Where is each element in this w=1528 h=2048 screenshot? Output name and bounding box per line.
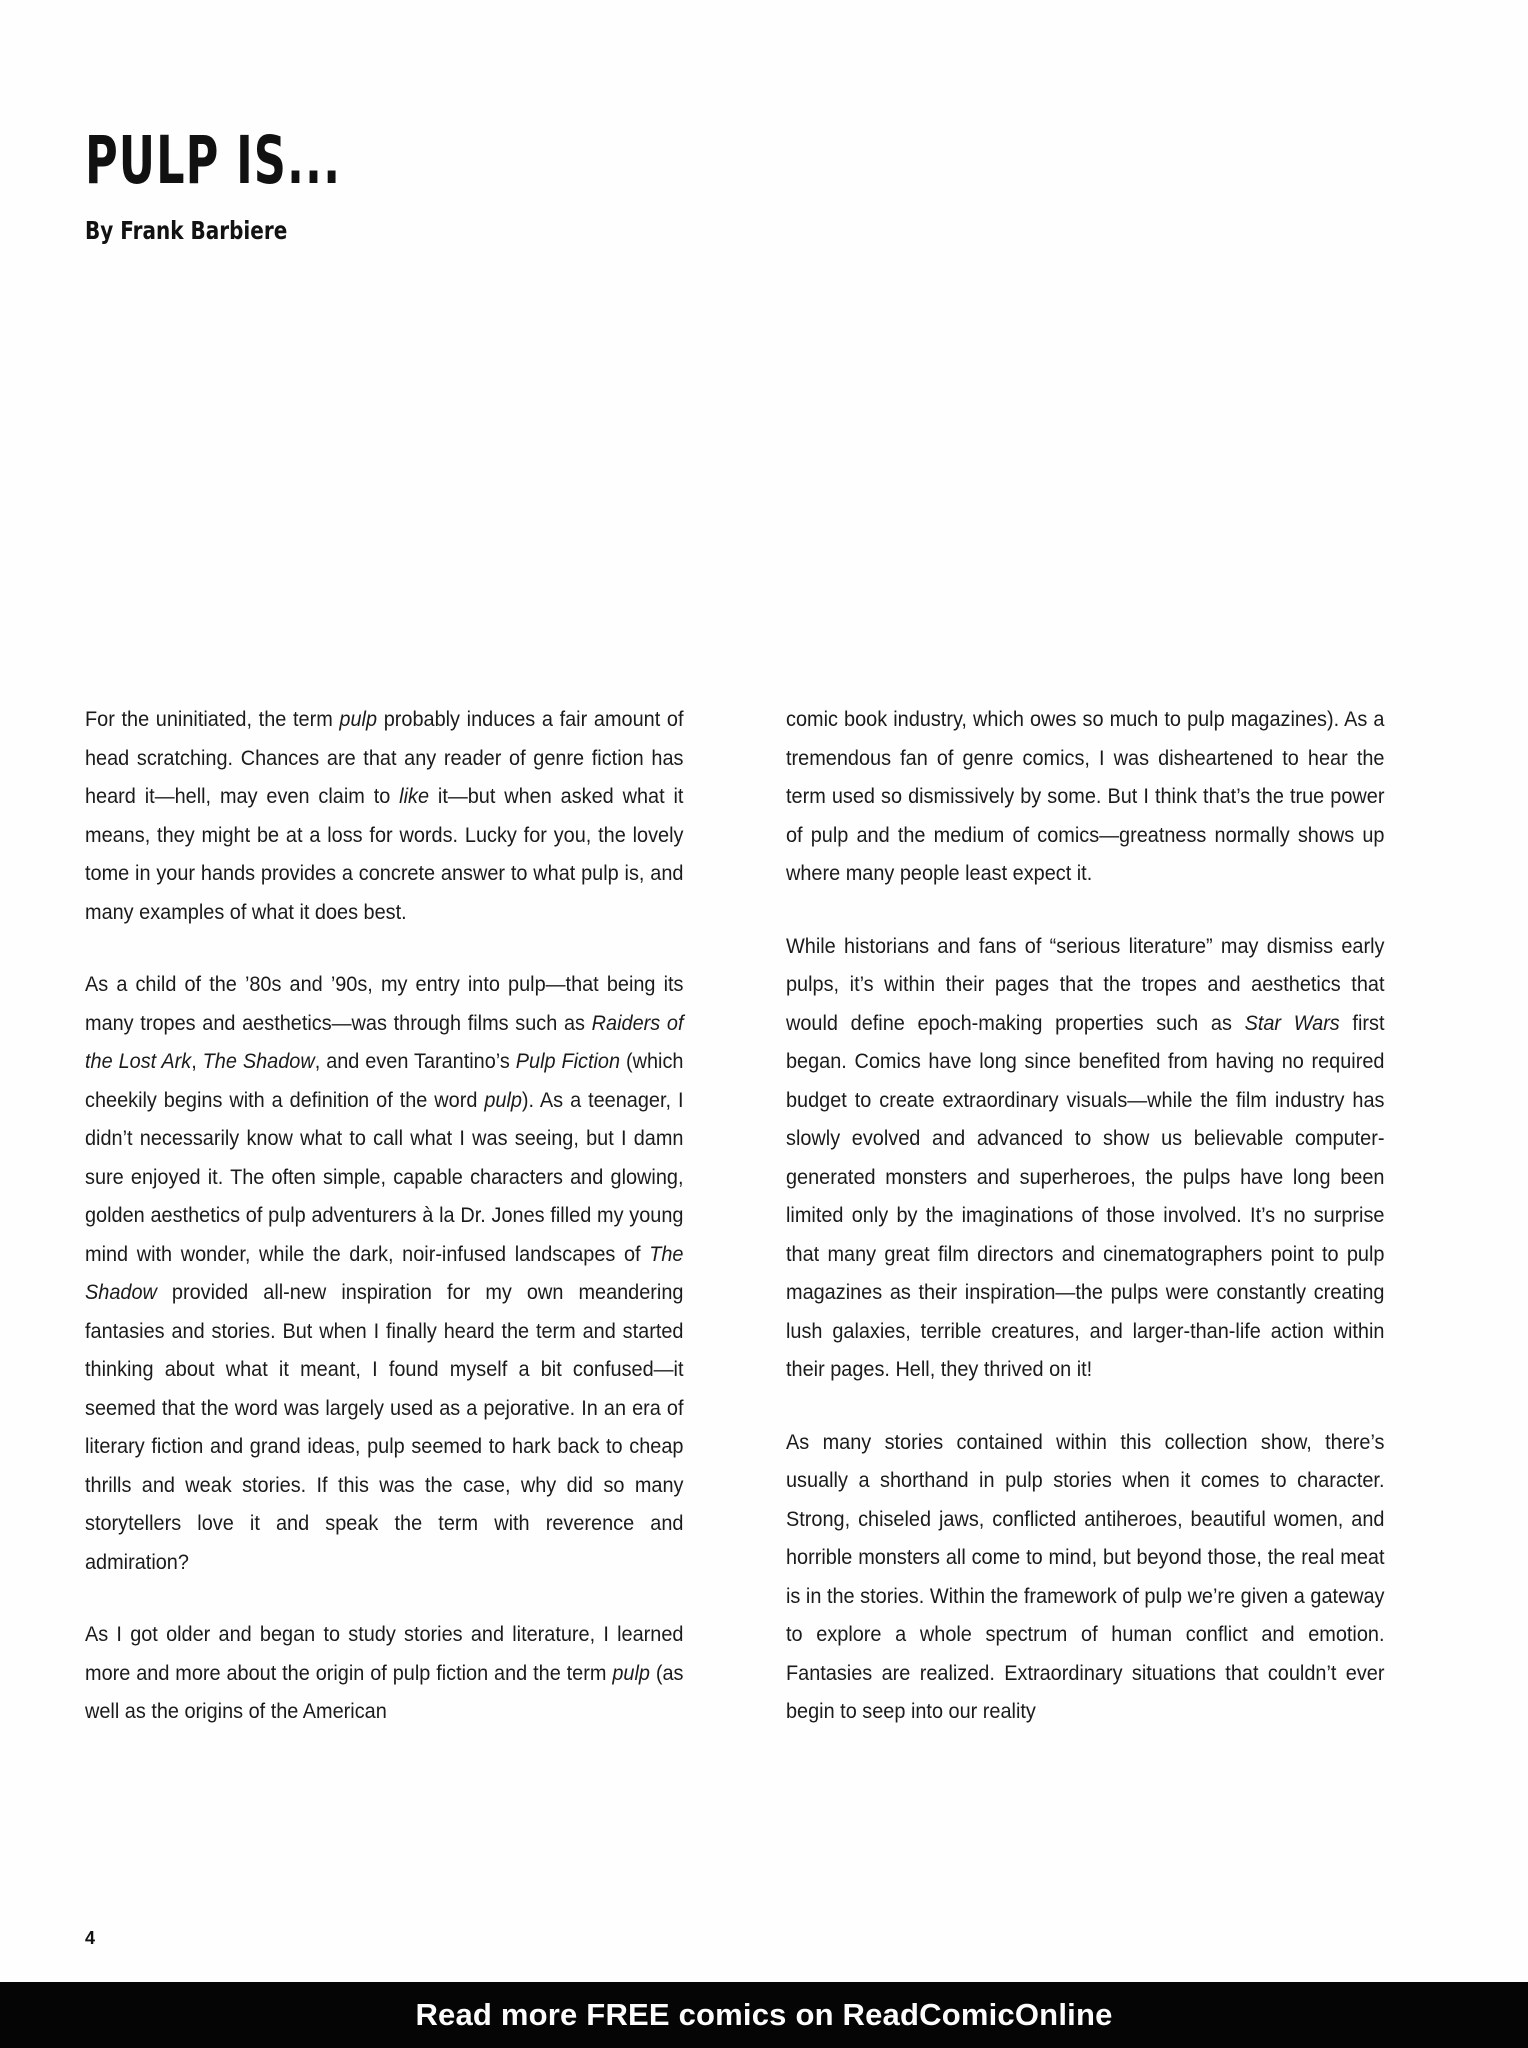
- body-paragraph: While historians and fans of “serious literature” may dismiss early pulps, it’s within their pages that the tropes and aesthetics that would define epoch-making properties such as Star Wars first began. Comics have long since benefited from having no required budget to create extraordinary visuals—while the film industry has slowly evolved and advanced to show us believable computer-generated monsters and superheroes, the pulps have long been limited only by the imaginations of those involved. It’s no surprise that many great film directors and cinematographers point to pulp magazines as their inspiration—the pulps were constantly creating lush galaxies, terrible creatures, and larger-than-life action within their pages. Hell, they thrived on it!: [786, 933, 1385, 1381]
- emphasized-title: like: [399, 784, 430, 808]
- footer-promo-text: Read more FREE comics on ReadComicOnline: [415, 1997, 1113, 2032]
- text-column-right: [786, 700, 1433, 1731]
- emphasized-title: Pulp Fiction: [515, 1049, 621, 1073]
- footer-promo-banner: [0, 1982, 1528, 2048]
- emphasized-title: pulp: [484, 1087, 522, 1112]
- article-body: [85, 700, 1440, 1731]
- emphasized-title: Star Wars: [1244, 1010, 1340, 1035]
- page-title: PULP IS...: [85, 121, 342, 200]
- page-number: 4: [85, 1928, 96, 1948]
- article-byline: By Frank Barbiere: [85, 216, 288, 245]
- body-paragraph: As a child of the ’80s and ’90s, my entry into pulp—that being its many tropes and aesthetics—was through films such as Raiders of the Lost Ark, The Shadow, and even Tarantino’s Pulp Fiction (which cheekily begins with a definition of the word pulp). As a teenager, I didn’t necessarily know what to call what I was seeing, but I damn sure enjoyed it. The often simple, capable characters and glowing, golden aesthetics of pulp adventurers à la Dr. Jones filled my young mind with wonder, while the dark, noir-infused landscapes of The Shadow provided all-new inspiration for my own meandering fantasies and stories. But when I finally heard the term and started thinking about what it meant, I found myself a bit confused—it seemed that the word was largely used as a pejorative. In an era of literary fiction and grand ideas, pulp seemed to hark back to cheap thrills and weak stories. If this was the case, why did so many storytellers love it and speak the term with reverence and admiration?: [85, 972, 684, 1574]
- text-column-left: [85, 700, 732, 1731]
- emphasized-title: pulp: [612, 1660, 650, 1685]
- article-masthead: [85, 121, 985, 245]
- body-paragraph: comic book industry, which owes so much to pulp magazines). As a tremendous fan of genre comics, I was disheartened to hear the term used so dismissively by some. But I think that’s the true power of pulp and the medium of comics—greatness normally shows up where many people least expect it.: [786, 707, 1385, 885]
- emphasized-title: Raiders of the Lost Ark: [85, 1010, 684, 1073]
- body-paragraph: For the uninitiated, the term pulp probably induces a fair amount of head scratching. Chances are that any reader of genre fiction has heard it—hell, may even claim to like it—but when asked what it means, they might be at a loss for words. Lucky for you, the lovely tome in your hands provides a concrete answer to what pulp is, and many examples of what it does best.: [85, 707, 684, 924]
- emphasized-title: pulp: [339, 707, 378, 731]
- emphasized-title: The Shadow: [202, 1049, 315, 1073]
- body-paragraph: As many stories contained within this collection show, there’s usually a shorthand in pulp stories when it comes to character. Strong, chiseled jaws, conflicted antiheroes, beautiful women, and horrible monsters all come to mind, but beyond those, the real meat is in the stories. Within the framework of pulp we’re given a gateway to explore a whole spectrum of human conflict and emotion. Fantasies are realized. Extraordinary situations that couldn’t ever begin to seep into our reality: [786, 1429, 1385, 1723]
- body-paragraph: As I got older and began to study stories and literature, I learned more and more about the origin of pulp fiction and the term pulp (as well as the origins of the American: [85, 1622, 684, 1723]
- emphasized-title: The Shadow: [85, 1241, 684, 1304]
